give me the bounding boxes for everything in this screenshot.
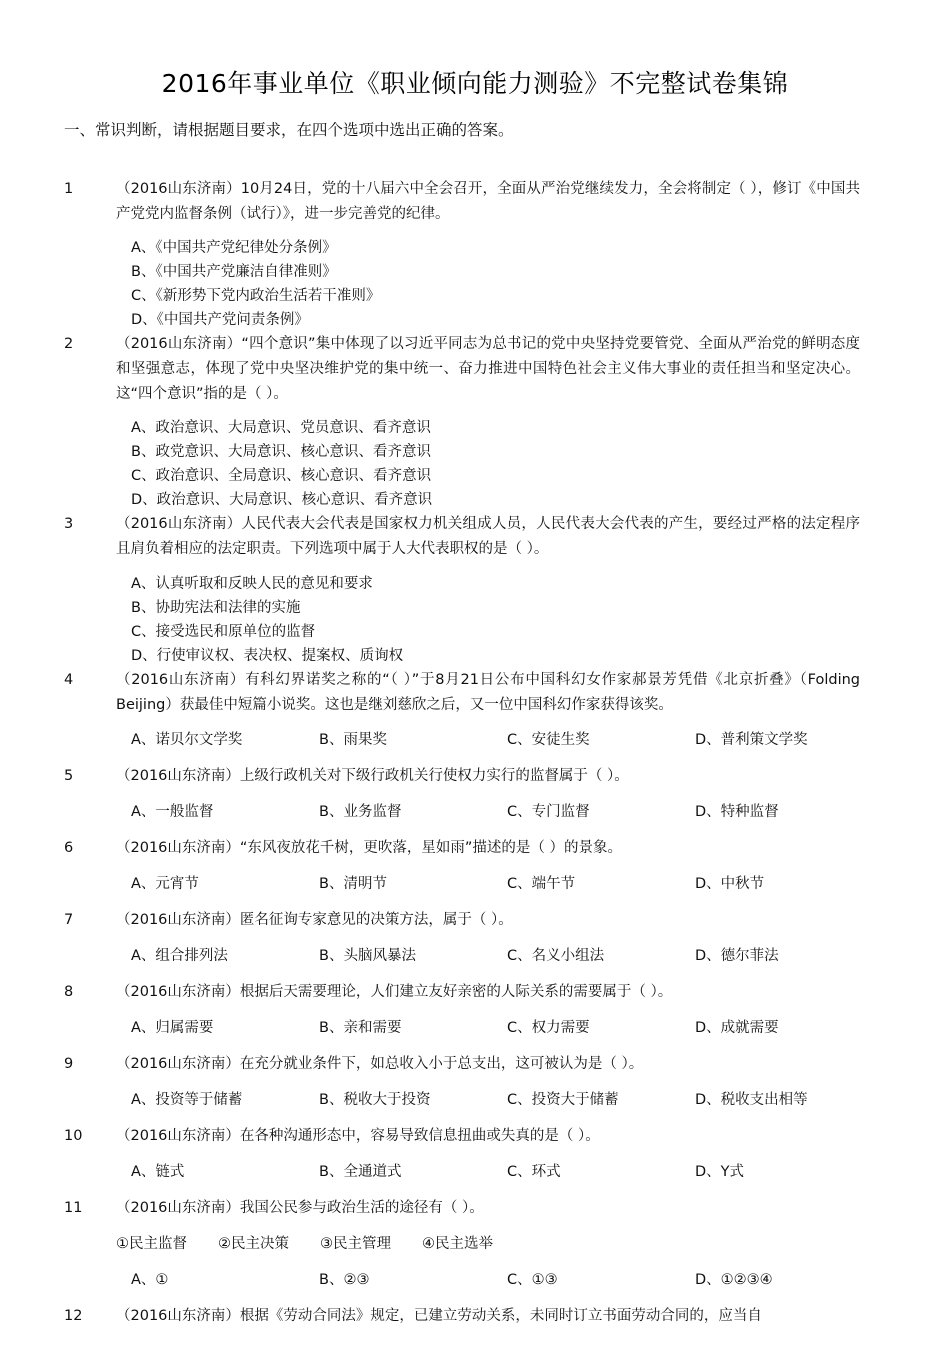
question-number: 1 (64, 181, 74, 197)
option-c: C、投资大于储蓄 (507, 1092, 619, 1108)
option-a: A、元宵节 (131, 876, 199, 892)
option-b: B、②③ (319, 1272, 370, 1288)
option-c: C、环式 (507, 1164, 561, 1180)
question-number: 12 (64, 1308, 83, 1324)
option-d: D、政治意识、大局意识、核心意识、看齐意识 (131, 492, 433, 508)
question-number: 2 (64, 336, 74, 352)
option-d: D、成就需要 (695, 1020, 779, 1036)
question-number: 4 (64, 672, 74, 688)
question-text: （2016山东济南）根据《劳动合同法》规定，已建立劳动关系，未同时订立书面劳动合同的，应当自 (116, 1308, 762, 1324)
option-a: A、组合排列法 (131, 948, 228, 964)
option-b: B、《中国共产党廉洁自律准则》 (131, 264, 337, 280)
option-b: B、全通道式 (319, 1164, 402, 1180)
option-b: B、亲和需要 (319, 1020, 402, 1036)
option-c: C、政治意识、全局意识、核心意识、看齐意识 (131, 468, 432, 484)
option-a: A、归属需要 (131, 1020, 214, 1036)
question-text: （2016山东济南）在充分就业条件下，如总收入小于总支出，这可被认为是（ ）。 (116, 1056, 644, 1072)
option-c: C、专门监督 (507, 804, 590, 820)
question-number: 11 (64, 1200, 83, 1216)
option-d: D、《中国共产党问责条例》 (131, 312, 309, 328)
option-c: C、安徒生奖 (507, 732, 590, 748)
option-c: C、端午节 (507, 876, 576, 892)
option-c: C、权力需要 (507, 1020, 590, 1036)
option-c: C、名义小组法 (507, 948, 605, 964)
option-b: B、头脑风暴法 (319, 948, 416, 964)
option-a: A、《中国共产党纪律处分条例》 (131, 240, 337, 256)
option-a: A、政治意识、大局意识、党员意识、看齐意识 (131, 420, 431, 436)
question-number: 3 (64, 516, 74, 532)
question-text: （2016山东济南）匿名征询专家意见的决策方法，属于（ ）。 (116, 912, 513, 928)
sub-item-2: ②民主决策 (218, 1236, 289, 1252)
option-d: D、行使审议权、表决权、提案权、质询权 (131, 648, 404, 664)
section-heading: 一、常识判断，请根据题目要求，在四个选项中选出正确的答案。 (64, 121, 514, 139)
option-c: C、接受选民和原单位的监督 (131, 624, 316, 640)
sub-item-4: ④民主选举 (422, 1236, 493, 1252)
question-number: 7 (64, 912, 74, 928)
option-d: D、①②③④ (695, 1272, 773, 1288)
sub-item-3: ③民主管理 (320, 1236, 391, 1252)
option-c: C、①③ (507, 1272, 558, 1288)
sub-item-1: ①民主监督 (116, 1236, 187, 1252)
question-text: （2016山东济南）有科幻界诺奖之称的“（ ）”于8月21日公布中国科幻女作家郝景芳凭借《北京折叠》（Folding Beijing）获最佳中短篇小说奖。这也是继刘慈欣之后，又一位中国科幻作家获得该奖。 (116, 672, 860, 713)
question-text: （2016山东济南）人民代表大会代表是国家权力机关组成人员，人民代表大会代表的产生，要经过严格的法定程序且肩负着相应的法定职责。下列选项中属于人大代表职权的是（ ）。 (116, 516, 860, 557)
question-text: （2016山东济南）在各种沟通形态中，容易导致信息扭曲或失真的是（ ）。 (116, 1128, 600, 1144)
option-d: D、德尔菲法 (695, 948, 779, 964)
option-a: A、诺贝尔文学奖 (131, 732, 243, 748)
option-b: B、业务监督 (319, 804, 402, 820)
option-a: A、投资等于储蓄 (131, 1092, 243, 1108)
page-title: 2016年事业单位《职业倾向能力测验》不完整试卷集锦 (161, 69, 789, 98)
question-number: 10 (64, 1128, 83, 1144)
question-number: 6 (64, 840, 74, 856)
question-number: 9 (64, 1056, 74, 1072)
option-d: D、普利策文学奖 (695, 732, 808, 748)
option-a: A、链式 (131, 1164, 185, 1180)
question-text: （2016山东济南）“东风夜放花千树，更吹落，星如雨”描述的是（ ）的景象。 (116, 840, 623, 856)
option-d: D、中秋节 (695, 876, 765, 892)
question-text: （2016山东济南）10月24日，党的十八届六中全会召开，全面从严治党继续发力，全会将制定（ ），修订《中国共产党党内监督条例（试行）》，进一步完善党的纪律。 (116, 181, 860, 222)
option-c: C、《新形势下党内政治生活若干准则》 (131, 288, 381, 304)
option-a: A、一般监督 (131, 804, 214, 820)
question-text: （2016山东济南）“四个意识”集中体现了以习近平同志为总书记的党中央坚持党要管党、全面从严治党的鲜明态度和坚强意志，体现了党中央坚决维护党的集中统一、奋力推进中国特色社会主义伟大事业的责任担当和坚定决心。这“四个意识”指的是（ ）。 (116, 336, 860, 402)
option-a: A、认真听取和反映人民的意见和要求 (131, 576, 373, 592)
option-a: A、① (131, 1272, 169, 1288)
question-text: （2016山东济南）根据后天需要理论，人们建立友好亲密的人际关系的需要属于（ ）。 (116, 984, 673, 1000)
option-d: D、特种监督 (695, 804, 779, 820)
question-number: 8 (64, 984, 74, 1000)
option-d: D、Y式 (695, 1164, 745, 1180)
option-b: B、雨果奖 (319, 732, 387, 748)
option-b: B、政党意识、大局意识、核心意识、看齐意识 (131, 444, 431, 460)
option-b: B、协助宪法和法律的实施 (131, 600, 301, 616)
option-d: D、税收支出相等 (695, 1092, 808, 1108)
question-number: 5 (64, 768, 74, 784)
option-b: B、清明节 (319, 876, 387, 892)
question-text: （2016山东济南）上级行政机关对下级行政机关行使权力实行的监督属于（ ）。 (116, 768, 629, 784)
question-text: （2016山东济南）我国公民参与政治生活的途径有（ ）。 (116, 1200, 484, 1216)
option-b: B、税收大于投资 (319, 1092, 431, 1108)
